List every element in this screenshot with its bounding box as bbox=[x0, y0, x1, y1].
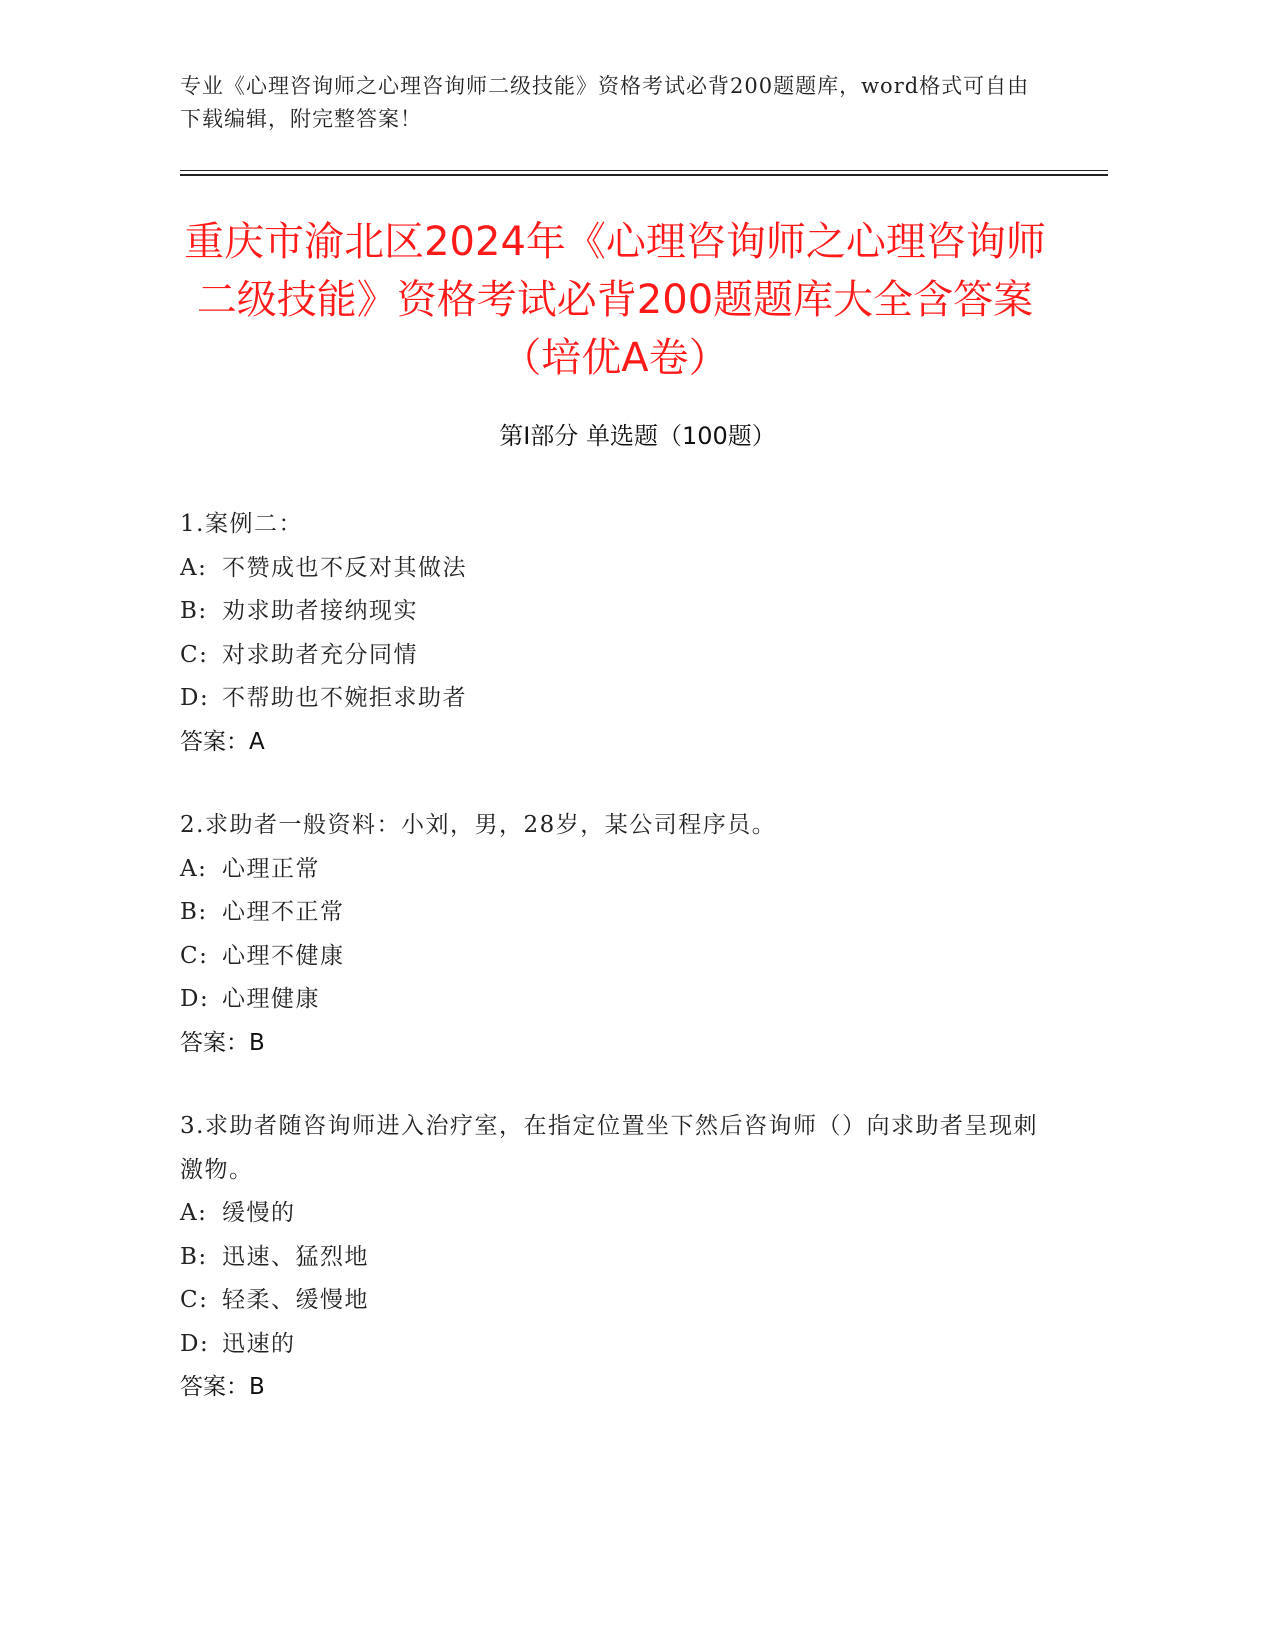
answer-line: 答案：A bbox=[180, 728, 265, 755]
option-key: B: bbox=[180, 1243, 208, 1270]
option-key: D: bbox=[180, 685, 210, 711]
question-stem: 1.案例二： bbox=[180, 511, 303, 537]
option-text: 心理不健康 bbox=[222, 942, 345, 969]
option-key: A: bbox=[180, 1200, 208, 1226]
option-key: B: bbox=[180, 899, 208, 925]
question-1 bbox=[180, 503, 1060, 764]
option-key: A: bbox=[180, 855, 208, 882]
option-d bbox=[180, 978, 1060, 1022]
answer-line: 答案：B bbox=[180, 1029, 265, 1056]
option-key: D: bbox=[180, 1330, 210, 1357]
section-title: 第I部分 单选题（100题） bbox=[499, 422, 776, 450]
option-key: C: bbox=[180, 942, 209, 969]
option-text: 心理健康 bbox=[222, 986, 320, 1012]
option-key: D: bbox=[180, 986, 210, 1012]
option-text: 劝求助者接纳现实 bbox=[222, 598, 418, 624]
option-a bbox=[180, 547, 1060, 591]
option-text: 不赞成也不反对其做法 bbox=[222, 554, 467, 581]
option-b bbox=[180, 590, 1060, 634]
question-stem: 2.求助者一般资料：小刘，男，28岁，某公司程序员。 bbox=[180, 812, 777, 838]
option-key: A: bbox=[180, 554, 208, 581]
option-b bbox=[180, 891, 1060, 935]
option-c bbox=[180, 634, 1060, 678]
option-text: 心理不正常 bbox=[222, 899, 345, 925]
option-text: 不帮助也不婉拒求助者 bbox=[222, 685, 467, 711]
question-2 bbox=[180, 804, 1060, 1065]
header-rule-thick bbox=[180, 174, 1108, 176]
option-key: C: bbox=[180, 1287, 209, 1313]
option-key: B: bbox=[180, 598, 208, 624]
option-c bbox=[180, 1279, 1060, 1323]
option-text: 迅速的 bbox=[222, 1330, 296, 1357]
option-text: 轻柔、缓慢地 bbox=[222, 1287, 369, 1313]
option-key: C: bbox=[180, 641, 209, 668]
option-d bbox=[180, 1323, 1060, 1367]
document-title: 重庆市渝北区2024年《心理咨询师之心理咨询师二级技能》资格考试必背200题题库大全含答案（培优A卷） bbox=[184, 219, 1046, 381]
question-stem: 3.求助者随咨询师进入治疗室，在指定位置坐下然后咨询师（）向求助者呈现刺激物。 bbox=[180, 1113, 1038, 1183]
option-a bbox=[180, 848, 1060, 892]
option-text: 对求助者充分同情 bbox=[222, 641, 418, 668]
header-rule-thin bbox=[180, 170, 1108, 171]
question-3 bbox=[180, 1105, 1060, 1410]
question-list bbox=[180, 503, 1060, 1450]
option-text: 缓慢的 bbox=[222, 1200, 296, 1226]
option-c bbox=[180, 935, 1060, 979]
option-text: 心理正常 bbox=[222, 855, 320, 882]
option-b bbox=[180, 1236, 1060, 1280]
answer-line: 答案：B bbox=[180, 1374, 265, 1400]
option-a bbox=[180, 1192, 1060, 1236]
header-note: 专业《心理咨询师之心理咨询师二级技能》资格考试必背200题题库，word格式可自由下载编辑，附完整答案！ bbox=[180, 74, 1030, 131]
option-text: 迅速、猛烈地 bbox=[222, 1243, 369, 1270]
option-d bbox=[180, 677, 1060, 721]
